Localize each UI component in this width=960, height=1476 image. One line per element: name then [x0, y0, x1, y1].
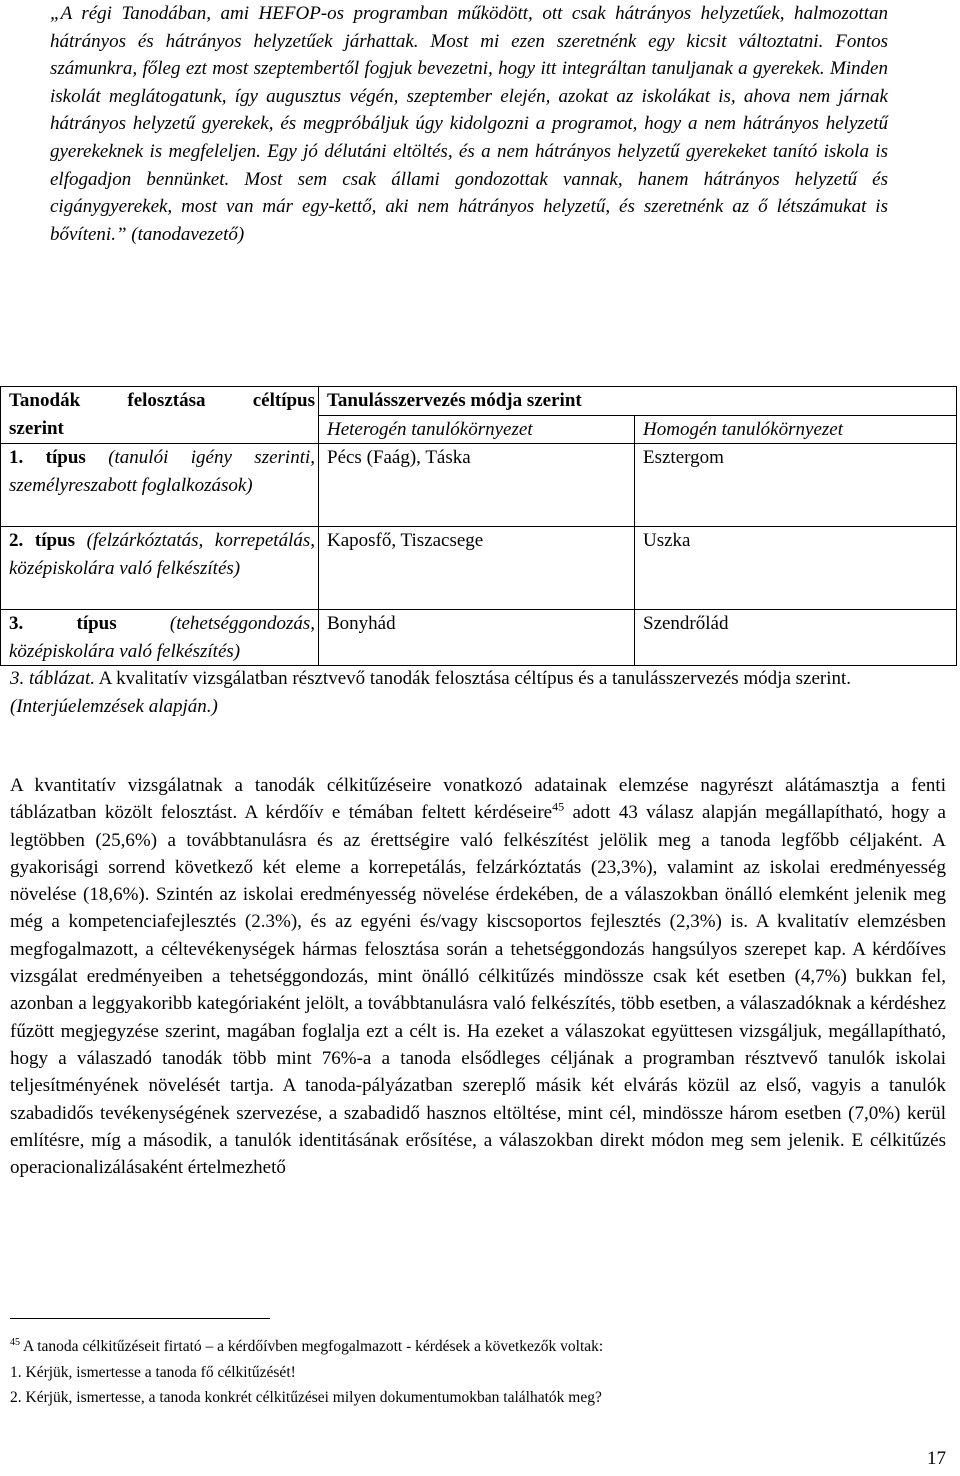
row-homo-cell: Uszka [635, 527, 957, 610]
header-cell-organization: Tanulásszervezés módja szerint [319, 387, 957, 416]
row-homo-cell: Szendrőlád [635, 610, 957, 666]
interview-quote: „A régi Tanodában, ami HEFOP-os programban működött, ott csak hátrányos helyzetűek, halmozottan hátrányos és hátrányos helyzetűek járhattak. Most mi ezen szeretnénk egy kicsit változtatni. Fontos számunkra, főleg ezt most szeptembertől fogjuk bevezetni, hogy itt integráltan tanuljanak a gyerekek. Minden iskolát meglátogatunk, így augusztus végén, szeptember elején, azokat az iskolákat is, ahova nem járnak hátrányos helyzetű gyerekek, és megpróbáljuk úgy kidolgozni a programot, hogy a nem hátrányos helyzetű gyerekeknek is megfeleljen. Egy jó délutáni eltöltés, és a nem hátrányos helyzetű gyerekeket tanító iskola is elfogadjon bennünket. Most sem csak állami gondozottak vannak, hanem hátrányos helyzetű és cigánygyerekek, most van már egy-kettő, aki nem hátrányos helyzetű, és szeretnénk az ő létszámukat is bővíteni.” (tanodavezető) [50, 3, 888, 245]
footnote-line [10, 1334, 946, 1360]
row-type-desc: (tanulói igény szerinti, személyreszabott foglalkozások) [9, 447, 316, 496]
row-type-label: 3. típus [9, 613, 117, 634]
body-text-part2: adott 43 válasz alapján megállapítható, hogy a legtöbben (25,6%) a továbbtanulásra és az érettségire való felkészítést jelölik meg a tanoda legfőbb céljaként. A gyakorisági sorrend következő két eleme a korrepetálás, felzárkóztatás (23,3%), valamint az iskolai eredményesség növelése (18,6%). Szintén az iskolai eredményesség növelése érdekében, de a válaszokban önálló elemként jelenik meg még a kompetenciafejlesztés (2.3%), és az egyéni és/vagy kiscsoportos fejlesztés (2,3%) is. A kvalitatív elemzésben megfogalmazott, a céltevékenységek hármas felosztása során a tehetséggondozás hangsúlyos szerepet kap. A kérdőíves vizsgálat eredményeiben a tehetséggondozás, mint önálló célkitűzés mindössze csak két esetben (4,7%) bukkan fel, azonban a leggyakoribb kategóriaként jelölt, a továbbtanulásra való felkészítés, több esetben, a válaszadóknak a kérdéshez fűzött megjegyzése szerint, magában foglalja ezt a célt is. Ha ezeket a válaszokat együttesen vizsgáljuk, megállapítható, hogy a válaszadó tanodák több mint 76%-a a tanoda elsődleges céljának a programban résztvevő tanulók iskolai teljesítményének növelését tartja. A tanoda-pályázatban szereplő másik két elvárás közül az első, vagyis a tanulók szabadidős tevékenységének szervezése, a szabadidő hasznos eltöltése, mint cél, mindössze három esetben (7,0%) kerül említésre, míg a második, a tanulók identitásának erősítése, a válaszokban direkt módon meg sem jelenik. E célkitűzés operacionalizálásaként értelmezhető [10, 802, 946, 1179]
row-type-desc: (tehetséggondozás, középiskolára való felkészítés) [9, 613, 316, 662]
caption-label: 3. táblázat. [10, 668, 95, 689]
row-type-label: 2. típus [9, 530, 76, 551]
header-type-line2: szerint [9, 417, 64, 439]
row-type-cell [1, 527, 319, 610]
row-hetero-cell: Kaposfő, Tiszacsege [319, 527, 635, 610]
row-type-cell [1, 610, 319, 666]
body-text-part1: A kvantitatív vizsgálatnak a tanodák célkitűzéseire vonatkozó adatainak elemzése nagyrészt alátámasztja a fenti táblázatban közölt felosztást. A kérdőív e témában feltett kérdéseire [10, 775, 946, 824]
row-type-cell [1, 444, 319, 527]
row-hetero-cell: Pécs (Faág), Táska [319, 444, 635, 527]
header-type-line1: Tanodák felosztása céltípus [9, 390, 315, 411]
row-type-desc: (felzárkóztatás, korrepetálás, középiskolára való felkészítés) [9, 530, 316, 579]
body-paragraph [10, 772, 946, 1181]
table-caption [10, 665, 946, 720]
caption-text: A kvalitatív vizsgálatban résztvevő tanodák felosztása céltípus és a tanulásszervezés módja szerint. [94, 668, 852, 689]
header-cell-type [1, 387, 319, 444]
footnote-line: 1. Kérjük, ismertesse a tanoda fő célkitűzését! [10, 1363, 296, 1381]
footnote-number: 45 [10, 1336, 20, 1348]
table-row [1, 444, 957, 527]
page-number: 17 [927, 1448, 946, 1469]
row-hetero-cell: Bonyhád [319, 610, 635, 666]
caption-source: (Interjúelemzések alapján.) [10, 695, 218, 717]
subheader-heterogeneous: Heterogén tanulókörnyezet [319, 415, 635, 444]
footnote-line: 2. Kérjük, ismertesse, a tanoda konkrét célkitűzései milyen dokumentumokban találhatók meg? [10, 1389, 602, 1406]
footnotes [10, 1334, 946, 1411]
row-type-label: 1. típus [9, 447, 86, 468]
footnote-separator [10, 1318, 270, 1319]
footnote-text: A tanoda célkitűzéseit firtató – a kérdőívben megfogalmazott - kérdések a következők voltak: [20, 1338, 604, 1355]
table-row [1, 610, 957, 666]
table-header-row [1, 387, 957, 416]
subheader-homogeneous: Homogén tanulókörnyezet [635, 415, 957, 444]
tanoda-classification-table [0, 386, 957, 666]
table-row [1, 527, 957, 610]
footnote-reference: 45 [552, 799, 565, 814]
row-homo-cell: Esztergom [635, 444, 957, 527]
